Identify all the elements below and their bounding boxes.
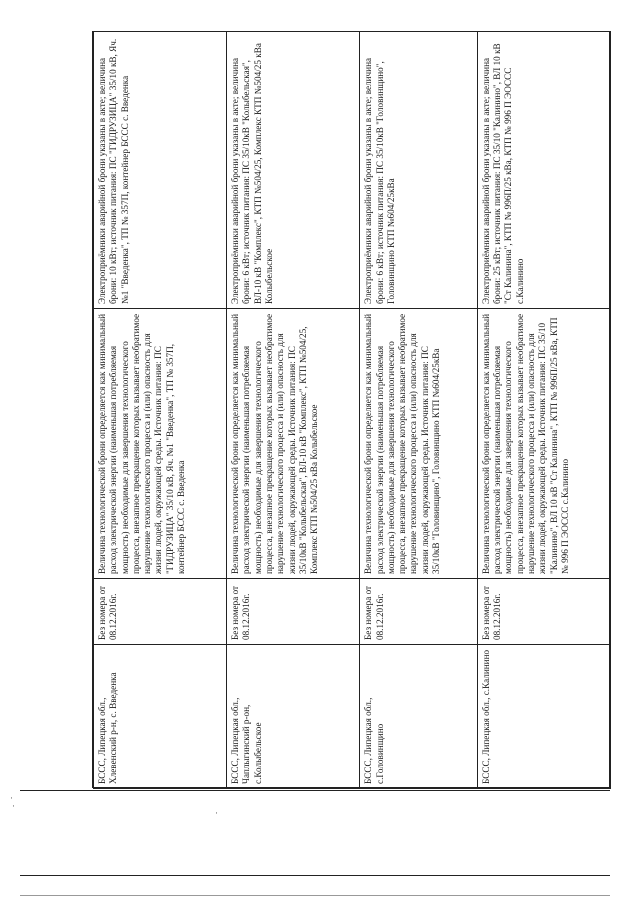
scan-speck: ·: [10, 793, 13, 803]
rotated-table-content: [93, 32, 611, 789]
page-rule: [20, 895, 610, 896]
page-rule: [20, 875, 610, 876]
emergency-reserve-cell: Электроприёмники аварийной брони указаны в акте; величина брони: 10 кВт; источник питания: ПС "ГИДРУЗИЦА" 35/10 кВ, Яч. №1 "Введенка", ТП № 357П, контейнер БССС с. Введенка: [94, 32, 227, 309]
reserve-table: [92, 31, 610, 788]
act-cell: Без номера от 08.12.2016г.: [360, 579, 478, 645]
emergency-reserve-cell: Электроприёмники аварийной брони указаны в акте; величина брони: 25 кВт; источник питания: ПС 35/10 "Калинино", ВЛ 10 кВ "Ст Калинина", КТП № 996П/25 кВа, КТП № 996 П ЭОССС с.Калинино: [477, 32, 610, 309]
emergency-reserve-cell: Электроприёмники аварийной брони указаны в акте; величина брони: 6 кВт; источник питания: ПС 35/10кВ "Колыбельская", ВЛ-10 кВ "Комплекс", КТП №504/25, Комплекс КТП №504/25 кВа Колыбельское: [227, 32, 360, 309]
reserve-table-grid: [93, 31, 611, 789]
location-cell: БССС, Липецкая обл., с.Калинино: [477, 645, 610, 789]
tech-reserve-cell: Величина технологической брони определяется как минимальный расход электрической энергии (наименьшая потребляемая мощность) необходимые для завершения технологического процесса, внезапное прекращение которых вызывает необратимое нарушение технологического процесса и (или) опасность для жизни людей, окружающей среды. Источник питания: ПС "ГИДРУЗИЦА" 35/10 кВ, Яч. №1 "Введенка", ТП № 357П, контейнер БССС с. Введенка: [94, 309, 227, 579]
table-row: [477, 32, 610, 789]
act-cell: Без номера от 08.12.2016г.: [94, 579, 227, 645]
location-cell: БССС, Липецкая обл., Чаплыгинский р-он, с.Колыбельское: [227, 645, 360, 789]
scan-speck: ·: [215, 808, 218, 818]
emergency-reserve-cell: Электроприёмники аварийной брони указаны в акте; величина брони: 6 кВт; источник питания: ПС 35/10кВ "Головинщино", Головинщино КТП №604/25кВа: [360, 32, 478, 309]
tech-reserve-cell: Величина технологической брони определяется как минимальный расход электрической энергии (наименьшая потребляемая мощность) необходимые для завершения технологического процесса, внезапное прекращение которых вызывает необратимое нарушение технологического процесса и (или) опасность для жизни людей, окружающей среды. Источник питания: ПС 35/10кВ "Колыбельская", ВЛ-10 кВ "Комплекс", КТП №504/25, Комплекс КТП №504/25 кВа Колыбельское: [227, 309, 360, 579]
tech-reserve-cell: Величина технологической брони определяется как минимальный расход электрической энергии (наименьшая потребляемая мощность) необходимые для завершения технологического процесса, внезапное прекращение которых вызывает необратимое нарушение технологического процесса и (или) опасность для жизни людей, окружающей среды. Источник питания: ПС 35/10кВ "Головинщино", Головинщино КТП №604/25кВа: [360, 309, 478, 579]
location-cell: БССС, Липецкая обл., с.Головинщино: [360, 645, 478, 789]
tech-reserve-cell: Величина технологической брони определяется как минимальный расход электрической энергии (наименьшая потребляемая мощность) необходимые для завершения технологического процесса, внезапное прекращение которых вызывает необратимое нарушение технологического процесса и (или) опасность для жизни людей, окружающей среды. Источник питания: ПС 35/10 "Калинино", ВЛ 10 кВ "Ст Калинина", КТП № 996П/25 кВа, КТП № 996 П ЭОССС с.Калинино: [477, 309, 610, 579]
act-cell: Без номера от 08.12.2016г.: [227, 579, 360, 645]
table-row: [227, 32, 360, 789]
table-row: [360, 32, 478, 789]
location-cell: БССС, Липецкая обл., Хлевенский р-н, с. Введенка: [94, 645, 227, 789]
scan-speck: ·: [12, 801, 15, 811]
page-rule: [20, 790, 610, 791]
table-row: [94, 32, 227, 789]
act-cell: Без номера от 08.12.2016г.: [477, 579, 610, 645]
